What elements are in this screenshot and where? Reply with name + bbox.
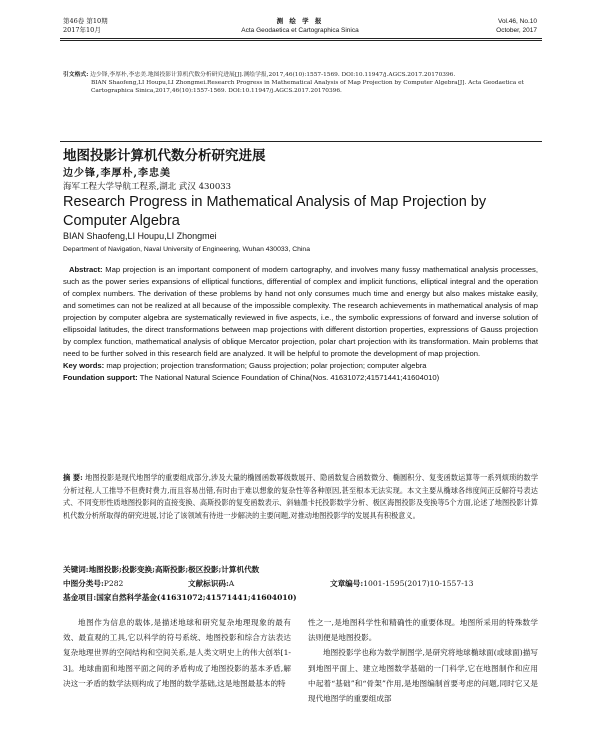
doc-code-value: A [228,579,235,588]
journal-name-cn: 测 绘 学 报 [276,17,324,25]
foundation-en-line [63,372,538,384]
citation-rule [60,141,542,142]
body-right-paragraph-1: 性之一,是地图科学性和精确性的重要体现。地图所采用的特殊数学法则便是地图投影。 [308,618,538,643]
authors-en: BIAN Shaofeng,LI Houpu,LI Zhongmei [63,231,217,241]
journal-volume-issue-cn: 第46卷 第10期 [63,17,108,25]
keywords-en: map projection; projection transformation; Gauss projection; polar projection; computer algebra [106,361,427,371]
paper-title-cn: 地图投影计算机代数分析研究进展 [63,148,266,164]
doc-code-line [188,578,234,589]
paper-title-en: Research Progress in Mathematical Analysis of Map Projection by Computer Algebra [63,194,487,229]
keywords-cn-line [63,564,538,575]
abstract-en [63,264,538,384]
citation-cn: 边少锋,李厚朴,李忠美.地图投影计算机代数分析研究进展[J].测绘学报,2017,46(10):1557-1569. DOI:10.11947/j.AGCS.2017.20170396. [90,72,456,78]
abstract-cn [63,472,538,522]
citation-en: BIAN Shaofeng,LI Houpu,LI Zhongmei.Research Progress in Mathematical Analysis of Map Projection by Computer Algebra[J]. Acta Geodaetica et Cartographica Sinica,2017,46(10):1557-1569. DOI:10.11947/j.AGCS.2017.20170396. [91,80,524,95]
keywords-en-line [63,360,538,372]
foundation-en: The National Natural Science Foundation of China(Nos. 41631072;41571441;41604010) [139,373,440,383]
journal-date-en: October, 2017 [496,27,537,34]
abstract-cn-paragraph [63,472,538,522]
body-right-column [308,615,538,706]
journal-date-cn: 2017年10月 [63,26,101,34]
abstract-cn-text: 地图投影是现代地图学的重要组成部分,涉及大量的椭圆函数幂级数展开、隐函数复合函数微分、椭圆积分、复变函数运算等一系列烦琐的数学分析过程,人工推导不但费时费力,而且容易出错,有时由于难以想象的复杂性等各种原因,甚至根本无法实现。本文主要从椭球各纬度间正反解符号表达式、不同变形性质地图投影间的直接变换、高斯投影的复变函数表示、斜轴墨卡托投影数学分析、极区海图投影及变换等5个方面,论述了地图投影计算机代数分析所取得的研究进展,讨论了该领域有待进一步解决的主要问题,对推动地图投影学的发展具有积极意义。 [63,473,539,520]
foundation-en-label: Foundation support: [63,373,138,383]
clc-value: P282 [103,579,124,588]
citation-block [63,71,538,96]
article-number-value: 1001-1595(2017)10-1557-13 [363,579,474,588]
affiliation-cn: 海军工程大学导航工程系,湖北 武汉 430033 [63,182,232,192]
doc-code-label: 文献标识码: [188,579,229,588]
journal-name-en: Acta Geodaetica et Cartographica Sinica [241,27,359,34]
article-number-label: 文章编号: [330,579,364,588]
body-left-column: 地图作为信息的载体,是描述地球和研究复杂地理现象的最有效、最直观的工具,它以科学的符号系统、地图投影和综合方法表达复杂地理世界的空间结构和空间关系,是人类文明史上的伟大创举[1-3]。地球曲面和地图平面之间的矛盾构成了地图投影的基本矛盾,解决这一矛盾的数学法则构成了地图的数学基础,这是地图最基本的特 [63,618,291,688]
header-rule-thin [60,40,542,41]
abstract-en-text: Map projection is an important component of modern cartography, and involves many fussy mathematical analysis processes, such as the power series expansions of elliptical functions, differential of complex and implicit functions, elliptical integral and the operation of complex numbers. The derivation of these problems by hand not only consumes much time and energy but also makes mistake easily, and sometimes can not be realized at all because of the impossible complexity. The research achievements in mathematical analysis of map projection by computer algebra are systematically reviewed in five aspects, i.e., the symbolic expressions of forward and inverse solution of ellipsoidal latitudes, the direct transformations between map projections with different distortion properties, expressions of Gauss projection by complex function, mathematical analysis of oblique Mercator projection, polar chart projection with its transformation. Main problems that need to be further solved in this research field are analyzed. It will be helpful to promote the development of map projection. [63,265,538,359]
clc-label: 中图分类号: [63,579,104,588]
abstract-en-paragraph [63,264,538,360]
header-rule [60,38,542,39]
affiliation-en: Department of Navigation, Naval University of Engineering, Wuhan 430033, China [63,246,310,253]
authors-cn: 边少锋,李厚朴,李忠美 [63,168,171,179]
keywords-cn-label: 关键词: [63,565,89,574]
article-number-line [330,578,473,589]
fund-value: 国家自然科学基金(41631072;41571441;41604010) [96,593,297,602]
keywords-cn: 地图投影;投影变换;高斯投影;极区投影;计算机代数 [88,565,260,574]
journal-volume-issue-en: Vol.46, No.10 [497,18,537,25]
abstract-cn-label: 摘 要: [63,473,83,482]
keywords-en-label: Key words: [63,361,105,371]
citation-label: 引文格式: [63,72,89,78]
body-right-paragraph-2: 地图投影学也称为数学制图学,是研究将地球椭球面(或球面)描写到地图平面上、建立地图数学基础的一门科学,它在地图制作和应用中起着“基础”和“骨架”作用,是地图编制首要考虑的问题,同时它又是现代地图学的重要组成部 [308,648,538,704]
abstract-en-label: Abstract: [69,265,103,274]
fund-line [63,592,538,603]
fund-label: 基金项目: [63,593,97,602]
